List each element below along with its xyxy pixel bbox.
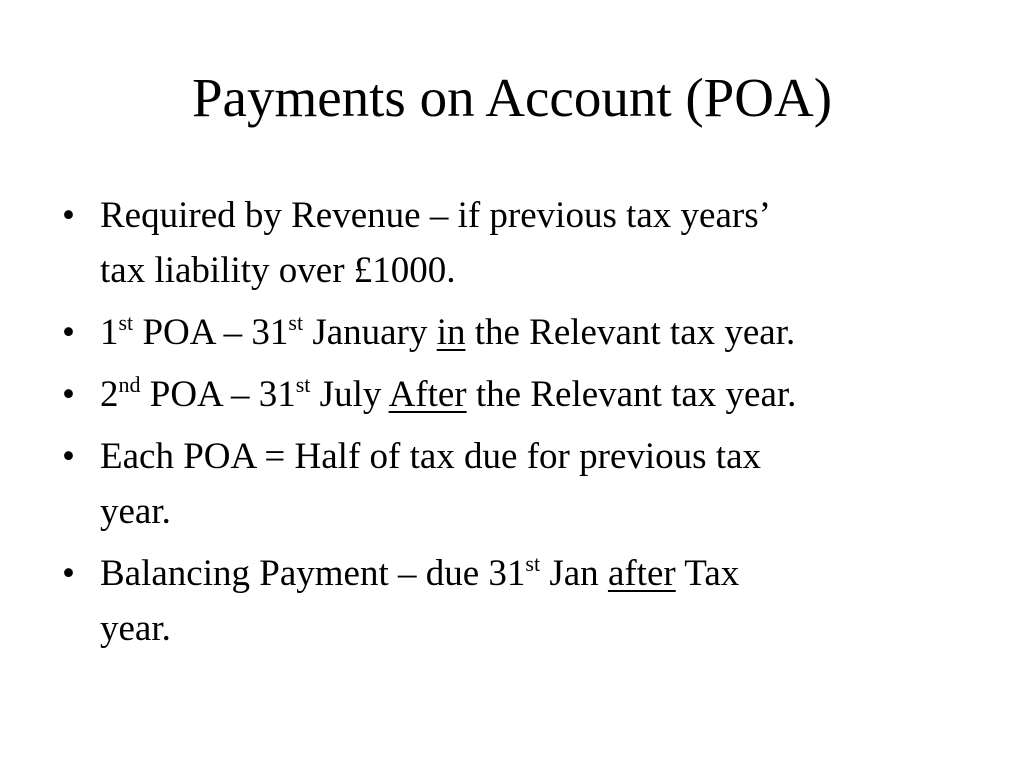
bullet-item-each-poa <box>54 429 974 539</box>
bullet-text: POA – 31 <box>133 312 289 353</box>
date-suffix: st <box>295 372 311 397</box>
bullet-icon: • <box>62 374 75 415</box>
bullet-item-second-poa <box>54 367 974 422</box>
bullet-text: the Relevant tax year. <box>466 374 797 415</box>
slide-title: Payments on Account (POA) <box>191 67 833 128</box>
bullet-text-line: Required by Revenue – if previous tax years’ <box>100 195 771 236</box>
ordinal-suffix: st <box>118 310 134 335</box>
ordinal-number: 1 <box>100 312 119 353</box>
bullet-item-balancing-payment <box>54 546 974 656</box>
bullet-text: the Relevant tax year. <box>465 312 796 353</box>
date-suffix: st <box>525 551 541 576</box>
bullet-icon: • <box>62 195 75 236</box>
bullet-list <box>54 188 974 663</box>
bullet-item-first-poa <box>54 305 974 360</box>
bullet-text-line: tax liability over £1000. <box>100 250 456 291</box>
bullet-icon: • <box>62 436 75 477</box>
underlined-word: after <box>607 553 676 594</box>
bullet-icon: • <box>62 312 75 353</box>
bullet-text: July <box>310 374 389 415</box>
bullet-text: January <box>303 312 437 353</box>
bullet-icon: • <box>62 553 75 594</box>
bullet-text: Jan <box>540 553 608 594</box>
ordinal-suffix: nd <box>118 372 141 397</box>
ordinal-number: 2 <box>100 374 119 415</box>
bullet-text-line: year. <box>100 608 171 649</box>
bullet-text-line: year. <box>100 491 171 532</box>
bullet-item-required <box>54 188 974 298</box>
bullet-text: Balancing Payment – due 31 <box>100 553 526 594</box>
bullet-text-line: Each POA = Half of tax due for previous tax <box>100 436 761 477</box>
underlined-word: After <box>388 374 467 415</box>
bullet-text: Tax <box>675 553 740 594</box>
bullet-text: POA – 31 <box>140 374 296 415</box>
date-suffix: st <box>288 310 304 335</box>
underlined-word: in <box>436 312 466 353</box>
